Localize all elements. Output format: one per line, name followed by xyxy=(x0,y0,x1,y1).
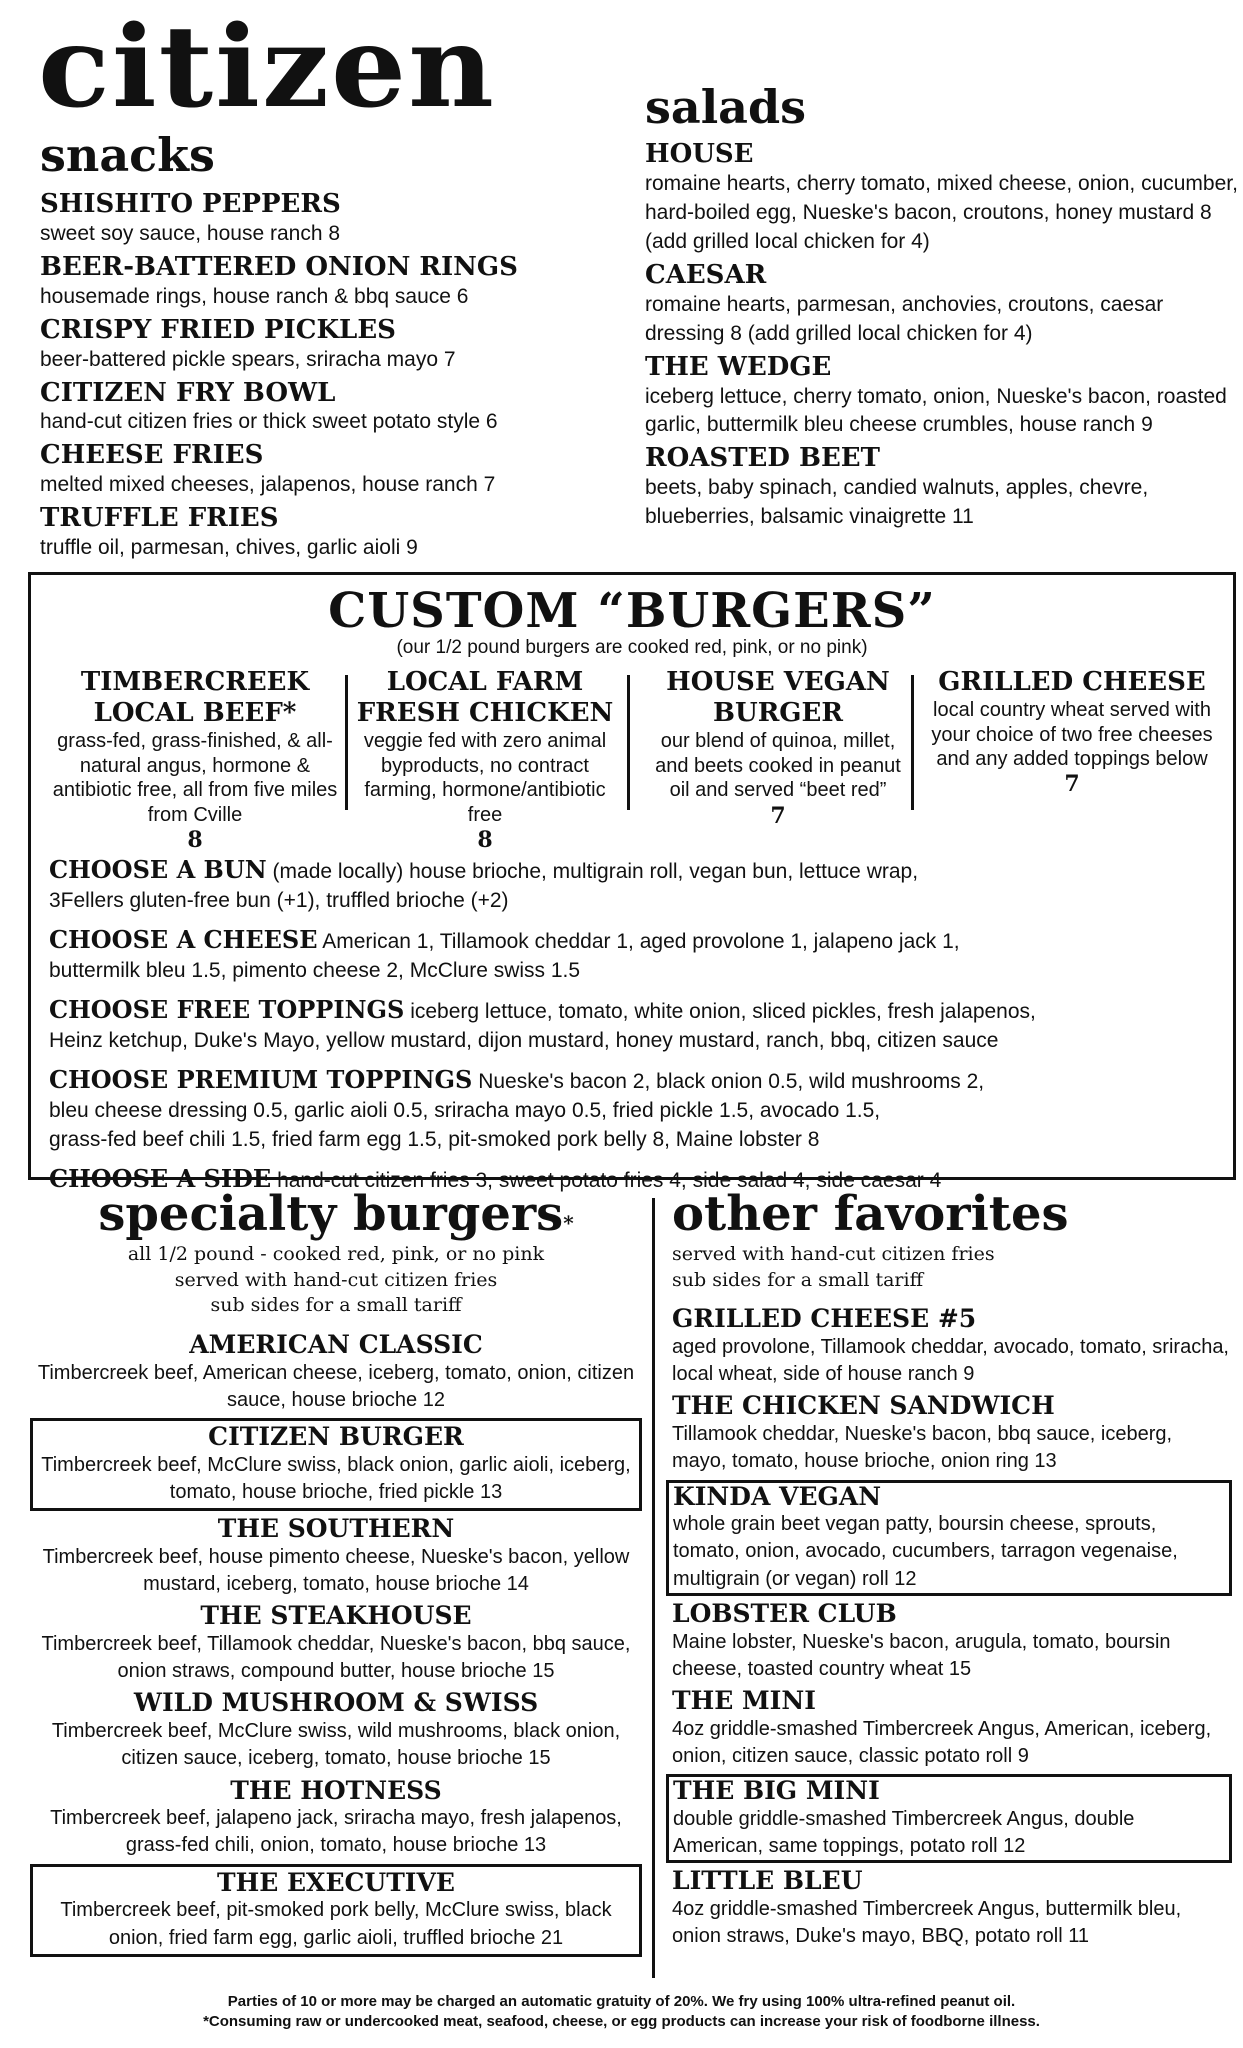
burger-option xyxy=(45,667,345,853)
choice-text: buttermilk bleu 1.5, pimento cheese 2, McClure swiss 1.5 xyxy=(49,958,581,982)
item-name: LOBSTER CLUB xyxy=(672,1598,897,1628)
item-name: THE STEAKHOUSE xyxy=(200,1601,472,1631)
choice-text: American 1, Tillamook cheddar 1, aged provolone 1, jalapeno jack 1, xyxy=(322,929,960,953)
list-item xyxy=(645,444,1240,532)
item-desc: Timbercreek beef, American cheese, iceberg, tomato, onion, citizen sauce, house brioche 12 xyxy=(37,1361,635,1411)
item-desc: truffle oil, parmesan, chives, garlic aioli 9 xyxy=(40,536,418,560)
choice-label: CHOOSE A CHEESE xyxy=(49,924,318,954)
custom-burgers-title: CUSTOM “BURGERS” xyxy=(328,583,936,639)
choice-row xyxy=(49,1063,1219,1155)
burger-option xyxy=(927,667,1217,797)
item-name: CRISPY FRIED PICKLES xyxy=(40,314,396,345)
footer-notes xyxy=(0,1992,1243,2031)
specialty-sub-line: all 1/2 pound - cooked red, pink, or no pink xyxy=(127,1243,545,1265)
burger-option-name: GRILLED CHEESE xyxy=(938,667,1206,697)
specialty-sub-line: served with hand-cut citizen fries xyxy=(174,1268,498,1291)
list-item xyxy=(40,379,630,438)
choice-text: Heinz ketchup, Duke's Mayo, yellow mustard, dijon mustard, honey mustard, ranch, bbq, citizen sauce xyxy=(49,1028,999,1052)
item-name: THE MINI xyxy=(672,1685,816,1715)
choice-text: iceberg lettuce, tomato, white onion, sliced pickles, fresh jalapenos, xyxy=(410,999,1036,1023)
column-divider xyxy=(345,675,348,810)
other-favorites xyxy=(672,1186,1232,1954)
item-desc: Timbercreek beef, McClure swiss, black onion, garlic aioli, iceberg, tomato, house brioche, fried pickle 13 xyxy=(41,1453,631,1503)
list-item xyxy=(40,316,630,375)
other-title: other favorites xyxy=(672,1186,1069,1242)
custom-burgers-box xyxy=(28,572,1236,1193)
list-item xyxy=(645,140,1240,257)
burger-option xyxy=(649,667,907,829)
other-subtitle xyxy=(672,1242,1232,1293)
choice-text: bleu cheese dressing 0.5, garlic aioli 0.5, sriracha mayo 0.5, fried pickle 1.5, avocado 1.5, xyxy=(49,1098,881,1122)
item-name: SHISHITO PEPPERS xyxy=(40,189,341,219)
list-item xyxy=(30,1418,642,1511)
burger-option-name: TIMBERCREEK LOCAL BEEF* xyxy=(80,667,310,729)
item-desc: iceberg lettuce, cherry tomato, onion, Nueske's bacon, roasted garlic, buttermilk bleu cheese crumbles, house ranch 9 xyxy=(645,384,1227,437)
choice-text: hand-cut citizen fries 3, sweet potato fries 4, side salad 4, side caesar 4 xyxy=(277,1168,942,1192)
item-name: THE SOUTHERN xyxy=(217,1514,455,1544)
item-name: THE BIG MINI xyxy=(673,1776,880,1806)
specialty-subtitle xyxy=(30,1242,642,1319)
list-item xyxy=(666,1480,1232,1596)
salads-title: salads xyxy=(645,80,807,134)
item-name: CITIZEN FRY BOWL xyxy=(40,377,336,408)
specialty-title-text: specialty burgers xyxy=(98,1186,564,1242)
custom-burgers-subtitle: (our 1/2 pound burgers are cooked red, pink, or no pink) xyxy=(396,637,868,658)
list-item xyxy=(40,504,630,563)
list-item xyxy=(40,253,630,312)
item-desc: whole grain beet vegan patty, boursin cheese, sprouts, tomato, onion, avocado, cucumbers, tarragon vegenaise, multigrain (or vegan) roll 12 xyxy=(673,1513,1178,1590)
item-desc: double griddle-smashed Timbercreek Angus, double American, same toppings, potato roll 12 xyxy=(673,1807,1135,1858)
list-item xyxy=(672,1305,1232,1388)
item-name: WILD MUSHROOM & SWISS xyxy=(133,1688,539,1718)
choice-label: CHOOSE FREE TOPPINGS xyxy=(49,994,405,1024)
item-desc: aged provolone, Tillamook cheddar, avocado, tomato, sriracha, local wheat, side of house ranch 9 xyxy=(672,1336,1229,1386)
item-desc: 4oz griddle-smashed Timbercreek Angus, American, iceberg, onion, citizen sauce, classic potato roll 9 xyxy=(672,1717,1212,1767)
item-desc: housemade rings, house ranch & bbq sauce 6 xyxy=(40,284,469,308)
item-name: BEER-BATTERED ONION RINGS xyxy=(40,251,518,282)
item-desc: melted mixed cheeses, jalapenos, house ranch 7 xyxy=(40,473,496,497)
restaurant-logo: citizen xyxy=(38,0,496,133)
item-desc: Tillamook cheddar, Nueske's bacon, bbq sauce, iceberg, mayo, tomato, house brioche, onion ring 13 xyxy=(672,1423,1173,1473)
item-name: TRUFFLE FRIES xyxy=(40,503,279,534)
list-item xyxy=(645,261,1240,349)
burger-option-desc: our blend of quinoa, millet, and beets cooked in peanut oil and served “beet red” xyxy=(655,730,901,802)
snacks-list xyxy=(40,190,630,567)
list-item xyxy=(672,1867,1232,1950)
choice-text: grass-fed beef chili 1.5, fried farm egg 1.5, pit-smoked pork belly 8, Maine lobster 8 xyxy=(49,1127,820,1151)
burger-option-price: 7 xyxy=(1064,771,1080,798)
salads-list xyxy=(645,140,1240,536)
choice-label: CHOOSE A BUN xyxy=(49,855,267,884)
item-name: HOUSE xyxy=(645,139,754,169)
item-name: THE CHICKEN SANDWICH xyxy=(672,1391,1055,1421)
burger-option-price: 8 xyxy=(187,826,203,853)
specialty-asterisk: * xyxy=(563,1211,574,1235)
item-desc: 4oz griddle-smashed Timbercreek Angus, buttermilk bleu, onion straws, Duke's mayo, BBQ, potato roll 11 xyxy=(672,1897,1182,1948)
item-desc: hand-cut citizen fries or thick sweet potato style 6 xyxy=(40,410,498,434)
list-item xyxy=(30,1515,642,1598)
choice-label: CHOOSE A SIDE xyxy=(49,1163,272,1193)
item-name: CAESAR xyxy=(645,259,767,290)
item-desc: sweet soy sauce, house ranch 8 xyxy=(40,221,341,245)
item-desc: beets, baby spinach, candied walnuts, apples, chevre, blueberries, balsamic vinaigrette 11 xyxy=(645,476,1149,529)
item-desc: romaine hearts, parmesan, anchovies, croutons, caesar dressing 8 (add grilled local chicken for 4) xyxy=(645,292,1164,345)
footer-line: Parties of 10 or more may be charged an automatic gratuity of 20%. We fry using 100% ultra-refined peanut oil. xyxy=(227,1993,1016,2010)
choice-text: Nueske's bacon 2, black onion 0.5, wild mushrooms 2, xyxy=(478,1069,985,1093)
list-item xyxy=(40,190,630,249)
item-name: KINDA VEGAN xyxy=(673,1481,882,1511)
item-desc: romaine hearts, cherry tomato, mixed cheese, onion, cucumber, hard-boiled egg, Nueske's bacon, croutons, honey mustard 8 (add grilled local chicken for 4) xyxy=(645,171,1238,253)
item-name: GRILLED CHEESE #5 xyxy=(672,1304,977,1334)
column-divider xyxy=(627,675,630,810)
choice-text: (made locally) house brioche, multigrain roll, vegan bun, lettuce wrap, xyxy=(272,860,919,883)
burger-option xyxy=(351,667,619,853)
item-desc: Timbercreek beef, Tillamook cheddar, Nueske's bacon, bbq sauce, onion straws, compound butter, house brioche 15 xyxy=(41,1633,631,1683)
item-name: CHEESE FRIES xyxy=(40,440,264,471)
item-desc: Timbercreek beef, jalapeno jack, sriracha mayo, fresh jalapenos, grass-fed chili, onion, tomato, house brioche 13 xyxy=(50,1807,622,1857)
list-item xyxy=(672,1600,1232,1683)
choice-label: CHOOSE PREMIUM TOPPINGS xyxy=(49,1064,473,1094)
list-item xyxy=(672,1687,1232,1770)
burger-option-name: HOUSE VEGAN BURGER xyxy=(666,667,890,729)
list-item xyxy=(30,1689,642,1772)
list-item xyxy=(30,1602,642,1685)
item-name: THE EXECUTIVE xyxy=(217,1867,455,1897)
burger-option-desc: veggie fed with zero animal byproducts, no contract farming, hormone/antibiotic free xyxy=(363,730,607,826)
choice-text: 3Fellers gluten-free bun (+1), truffled brioche (+2) xyxy=(49,888,509,912)
specialty-title xyxy=(30,1186,642,1242)
item-name: AMERICAN CLASSIC xyxy=(189,1329,483,1359)
list-item xyxy=(30,1864,642,1957)
item-desc: beer-battered pickle spears, sriracha mayo 7 xyxy=(40,347,456,371)
item-desc: Timbercreek beef, McClure swiss, wild mushrooms, black onion, citizen sauce, iceberg, tomato, house brioche 15 xyxy=(51,1720,621,1770)
list-item xyxy=(666,1774,1232,1863)
list-item xyxy=(30,1331,642,1414)
burger-option-name: LOCAL FARM FRESH CHICKEN xyxy=(356,667,614,729)
burger-option-price: 8 xyxy=(477,826,493,853)
item-desc: Maine lobster, Nueske's bacon, arugula, tomato, boursin cheese, toasted country wheat 15 xyxy=(672,1630,1171,1680)
list-item xyxy=(645,353,1240,441)
item-name: LITTLE BLEU xyxy=(672,1866,863,1896)
item-desc: Timbercreek beef, house pimento cheese, Nueske's bacon, yellow mustard, iceberg, tomato, house brioche 14 xyxy=(42,1545,630,1596)
choice-row xyxy=(49,923,1219,986)
list-item xyxy=(672,1392,1232,1475)
burger-option-desc: local country wheat served with your choice of two free cheeses and any added toppings below xyxy=(931,699,1213,770)
burger-choices xyxy=(49,853,1219,1203)
item-name: THE HOTNESS xyxy=(230,1775,442,1805)
choice-row xyxy=(49,993,1219,1056)
snacks-title: snacks xyxy=(40,128,215,182)
burger-option-desc: grass-fed, grass-finished, & all-natural angus, hormone & antibiotic free, all from five miles from Cville xyxy=(52,730,338,826)
burger-option-price: 7 xyxy=(770,802,786,829)
choice-row xyxy=(49,853,1219,916)
specialty-burgers xyxy=(30,1186,642,1961)
other-sub-line: served with hand-cut citizen fries xyxy=(672,1243,995,1265)
specialty-sub-line: sub sides for a small tariff xyxy=(210,1294,462,1317)
list-item xyxy=(40,441,630,500)
column-divider xyxy=(911,675,914,810)
item-name: THE WEDGE xyxy=(645,351,832,382)
other-sub-line: sub sides for a small tariff xyxy=(672,1268,924,1291)
footer-line: *Consuming raw or undercooked meat, seafood, cheese, or egg products can increase your risk of foodborne illness. xyxy=(203,2012,1040,2030)
column-divider xyxy=(652,1198,655,1978)
item-name: CITIZEN BURGER xyxy=(208,1422,464,1452)
list-item xyxy=(30,1777,642,1860)
item-name: ROASTED BEET xyxy=(645,443,880,474)
item-desc: Timbercreek beef, pit-smoked pork belly, McClure swiss, black onion, fried farm egg, garlic aioli, truffled brioche 21 xyxy=(60,1899,612,1949)
